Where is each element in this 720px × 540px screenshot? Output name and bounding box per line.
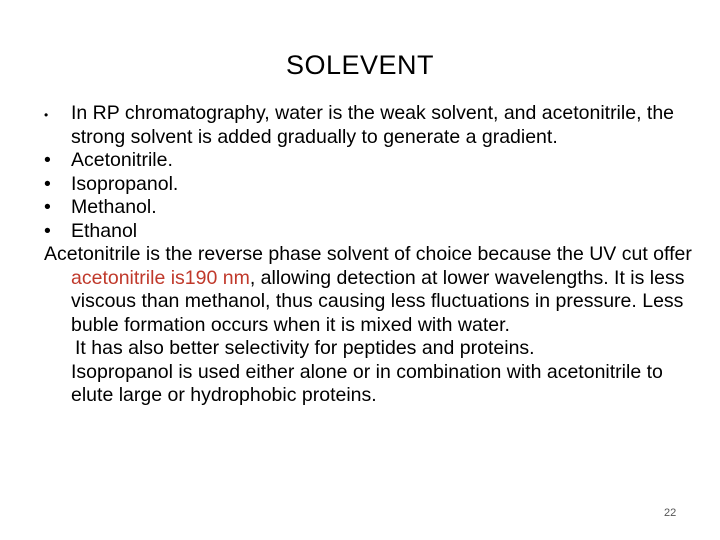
highlight-text: acetonitrile is190 nm <box>71 266 250 289</box>
bullet-item <box>44 102 694 149</box>
bullet-item <box>44 173 694 197</box>
bullet-item <box>44 149 694 173</box>
paragraph-text: , allowing detection at lower wavelengths. It is less viscous than methanol, thus causing less fluctuations in pressure. Less buble formation occurs when it is mixed with water. <box>71 266 685 336</box>
bullet-text: Acetonitrile. <box>71 149 173 171</box>
bullet-item <box>44 196 694 220</box>
bullet-marker: • <box>44 108 49 122</box>
slide-body <box>44 102 694 408</box>
bullet-text: In RP chromatography, water is the weak solvent, and acetonitrile, the strong solvent is added gradually to generate a gradient. <box>71 102 675 148</box>
paragraph-text: Isopropanol is used either alone or in combination with acetonitrile to elute large or hydrophobic proteins. <box>71 360 663 406</box>
bullet-item <box>44 220 694 244</box>
paragraph-acetonitrile <box>44 243 694 337</box>
bullet-marker: • <box>44 196 51 218</box>
slide-title: SOLEVENT <box>285 50 435 80</box>
bullet-marker: • <box>44 149 51 171</box>
bullet-marker: • <box>44 219 51 242</box>
bullet-text: Methanol. <box>71 196 157 218</box>
paragraph-line: It has also better selectivity for peptides and proteins. <box>75 337 535 359</box>
paragraph-text: Acetonitrile is the reverse phase solvent of choice because the UV cut offer <box>44 243 692 265</box>
page-number: 22 <box>664 507 677 519</box>
paragraph-selectivity <box>44 337 694 408</box>
bullet-marker: • <box>44 172 51 195</box>
bullet-text: Isopropanol. <box>71 172 179 195</box>
bullet-text: Ethanol <box>71 219 138 242</box>
